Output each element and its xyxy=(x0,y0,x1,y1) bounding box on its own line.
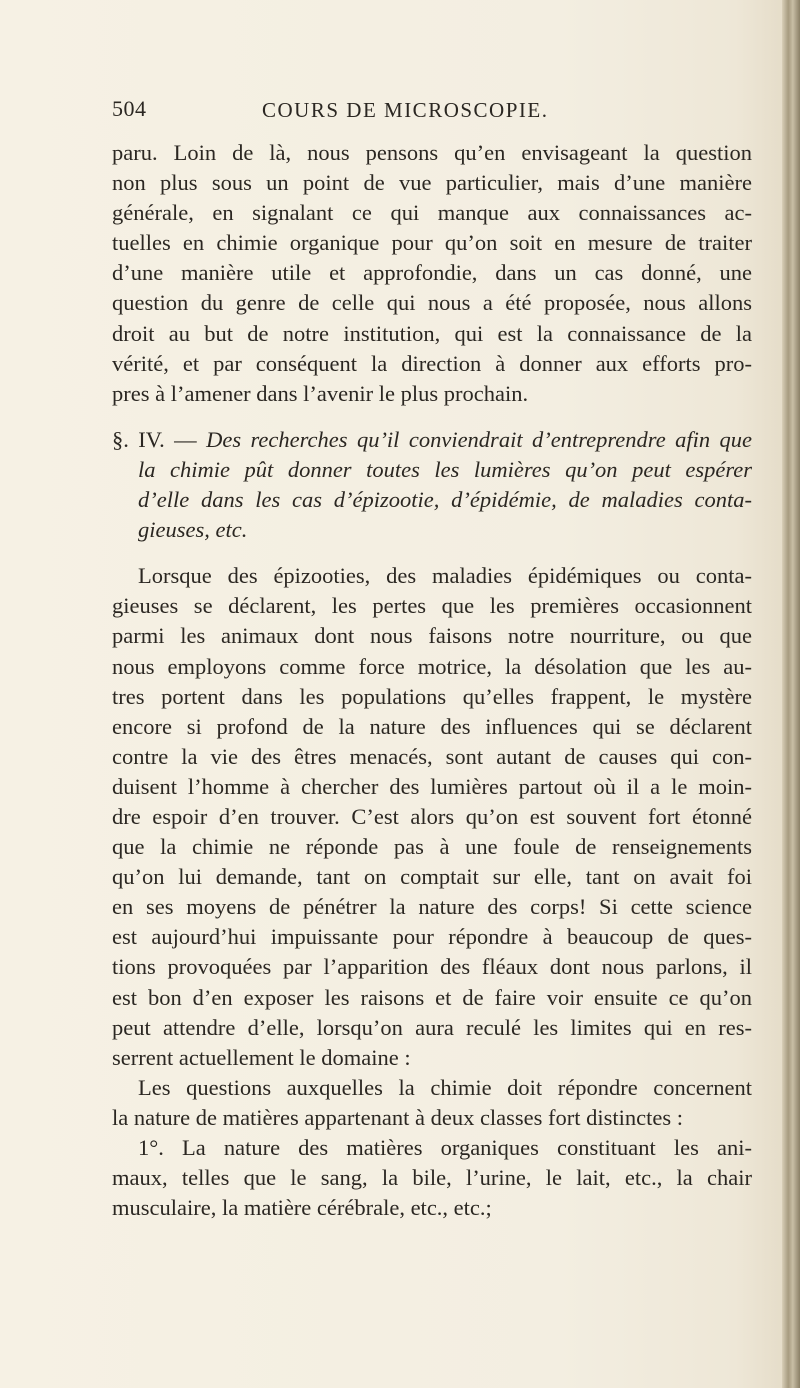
text-line: tres portent dans les populations qu’elles frappent, le mystère xyxy=(112,683,752,709)
text-line: serrent actuellement le domaine : xyxy=(112,1044,411,1070)
text-line: est bon d’en exposer les raisons et de faire voir ensuite ce qu’on xyxy=(112,984,752,1010)
text-line: qu’on lui demande, tant on comptait sur elle, tant on avait foi xyxy=(112,864,752,890)
section-title-part: Des recherches qu’il conviendrait d’entreprendre afin que xyxy=(206,426,753,452)
text-line: que la chimie ne réponde pas à une foule de renseignements xyxy=(112,834,752,860)
paragraph-1 xyxy=(112,138,752,409)
section-title-line: gieuses, etc. xyxy=(138,517,248,543)
section-label: §. IV. — xyxy=(112,426,197,452)
text-line: encore si profond de la nature des influences qui se déclarent xyxy=(112,713,752,739)
page-number: 504 xyxy=(112,96,147,121)
page-body xyxy=(112,138,752,1223)
paragraph-4 xyxy=(112,1133,752,1223)
text-line: d’une manière utile et approfondie, dans un cas donné, une xyxy=(112,260,752,286)
text-line: tuelles en chimie organique pour qu’on soit en mesure de traiter xyxy=(112,230,752,256)
text-line: dre espoir d’en trouver. C’est alors qu’on est souvent fort étonné xyxy=(112,803,752,829)
section-spacer xyxy=(112,409,752,425)
section-title-line: la chimie pût donner toutes les lumières qu’on peut espérer xyxy=(138,456,752,482)
text-line: parmi les animaux dont nous faisons notre nourriture, ou que xyxy=(112,623,752,649)
text-line: peut attendre d’elle, lorsqu’on aura reculé les limites qui en res- xyxy=(112,1014,752,1040)
paragraph-2 xyxy=(112,561,752,1073)
page-header xyxy=(112,96,752,130)
text-line: musculaire, la matière cérébrale, etc., etc.; xyxy=(112,1195,492,1221)
text-line: duisent l’homme à chercher des lumières partout où il a le moin- xyxy=(112,773,752,799)
text-line: gieuses se déclarent, les pertes que les premières occasionnent xyxy=(112,593,752,619)
section-title-line: d’elle dans les cas d’épizootie, d’épidémie, de maladies conta- xyxy=(138,487,752,513)
text-line: en ses moyens de pénétrer la nature des corps! Si cette science xyxy=(112,894,752,920)
paragraph-3 xyxy=(112,1073,752,1133)
text-line: nous employons comme force motrice, la désolation que les au- xyxy=(112,653,752,679)
section-spacer xyxy=(112,545,752,561)
text-line: Les questions auxquelles la chimie doit répondre concernent xyxy=(138,1074,752,1100)
text-line: 1°. La nature des matières organiques constituant les ani- xyxy=(138,1135,752,1160)
section-heading xyxy=(112,425,752,545)
text-line: la nature de matières appartenant à deux classes fort distinctes : xyxy=(112,1104,684,1130)
text-line: pres à l’amener dans l’avenir le plus prochain. xyxy=(112,380,529,406)
text-line: est aujourd’hui impuissante pour répondre à beaucoup de ques- xyxy=(112,924,752,950)
text-line: non plus sous un point de vue particulier, mais d’une manière xyxy=(112,170,752,196)
text-line: droit au but de notre institution, qui est la connaissance de la xyxy=(112,320,752,346)
text-line: Lorsque des épizooties, des maladies épidémiques ou conta- xyxy=(138,563,752,589)
text-line: maux, telles que le sang, la bile, l’urine, le lait, etc., la chair xyxy=(112,1165,752,1191)
running-title: COURS DE MICROSCOPIE. xyxy=(262,98,549,122)
page-edge-shadow xyxy=(782,0,800,1388)
text-line: vérité, et par conséquent la direction à donner aux efforts pro- xyxy=(112,350,752,376)
text-line: contre la vie des êtres menacés, sont autant de causes qui con- xyxy=(112,743,752,769)
section-heading-line xyxy=(112,425,752,455)
text-line: tions provoquées par l’apparition des fléaux dont nous parlons, il xyxy=(112,954,752,980)
text-line: générale, en signalant ce qui manque aux connaissances ac- xyxy=(112,200,752,226)
text-line: question du genre de celle qui nous a été proposée, nous allons xyxy=(112,290,752,316)
text-line: paru. Loin de là, nous pensons qu’en envisageant la question xyxy=(112,140,752,165)
